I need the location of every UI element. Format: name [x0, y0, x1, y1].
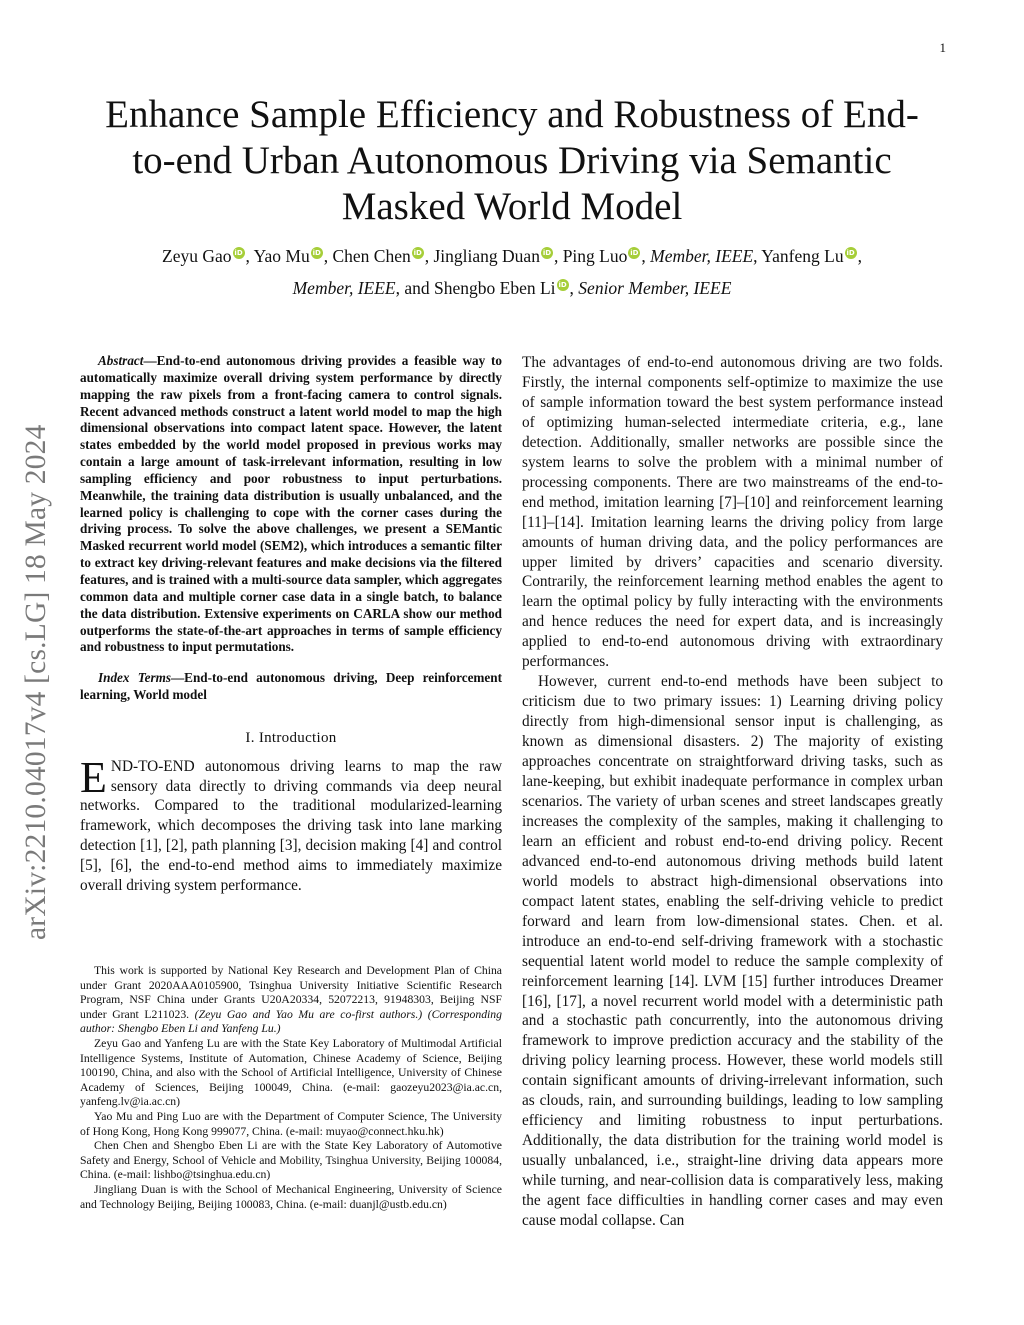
- author-name: Zeyu Gao: [162, 246, 232, 266]
- index-terms: [80, 670, 502, 704]
- orcid-icon[interactable]: iD: [630, 249, 639, 258]
- author-name: , Ping Luo: [553, 246, 628, 266]
- page-number: 1: [939, 40, 946, 55]
- author-name: , Yanfeng Lu: [753, 246, 844, 266]
- orcid-icon[interactable]: iD: [846, 249, 855, 258]
- author-name: , and Shengbo Eben Li: [395, 278, 556, 298]
- abstract-text: —End-to-end autonomous driving provides a feasible way to automatically maximize overall driving system performance by directly mapping the raw pixels from a front-facing camera to control signals. Recent advanced methods construct a latent world model to map the high dimensional observations into compact latent space. However, the latent states embedded by the world model proposed in previous works may contain a large amount of task-irrelevant information, resulting in low sampling efficiency and poor robustness to input perturbations. Meanwhile, the training data distribution is usually unbalanced, and the learned policy is challenging to cope with the corner cases during the driving process. To solve the above challenges, we present a SEMantic Masked recurrent world model (SEM2), which introduces a semantic filter to extract key driving-relevant features and make decisions via the filtered features, and is trained with a multi-source data sampler, which aggregates common data and multiple corner case data in a single batch, to balance the data distribution. Extensive experiments on CARLA show our method outperforms the state-of-the-art approaches in terms of sample efficiency and robustness to input permutations.: [80, 353, 502, 655]
- footnote-affiliation-2: Yao Mu and Ping Luo are with the Department of Computer Science, The University of Hong Kong, Hong Kong 999077, China. (e-mail: muyao@connect.hku.hk): [80, 1109, 502, 1138]
- abstract: [80, 353, 502, 656]
- right-column: [522, 353, 943, 1231]
- arxiv-identifier[interactable]: arXiv:2210.04017v4 [cs.LG] 18 May 2024: [20, 424, 52, 940]
- orcid-icon[interactable]: iD: [234, 249, 243, 258]
- footnote-funding-note: (Zeyu Gao and Yao Mu are co-first authors.) (Corresponding author: Shengbo Eben Li and Yanfeng Lu.): [80, 1007, 502, 1036]
- paper-title: Enhance Sample Efficiency and Robustness of End-to-end Urban Autonomous Driving via Semantic Masked World Model: [105, 93, 919, 228]
- abstract-label: Abstract: [98, 353, 144, 368]
- author-role: Member, IEEE: [292, 278, 396, 298]
- drop-cap: E: [80, 752, 107, 802]
- author-role: Member, IEEE: [650, 246, 754, 266]
- section-heading: I. Introduction: [245, 729, 337, 746]
- intro-first-words: ND-TO-END: [110, 757, 195, 775]
- footnote-funding-text: This work is supported by National Key Research and Development Plan of China under Grant 2020AAA0105900, Tsinghua University Initiative Scientific Research Program, NSF China under Grants U20A20334, 52072213, 91948303, Beijing NSF under Grant L211023.: [80, 964, 502, 1021]
- author-list: Zeyu Gao iD , Yao Mu iD , Chen Chen iD , Jingliang Duan iD , Ping Luo iD , Member, IEEE, Yanfeng Lu iD , Member, IEEE, and Shengbo Eben Li iD , Senior Member, IEEE: [162, 246, 862, 298]
- author-name: , Chen Chen: [323, 246, 411, 266]
- index-terms-text: —End-to-end autonomous driving, Deep reinforcement learning, World model: [80, 670, 502, 703]
- footnote-funding: [80, 964, 502, 1037]
- author-role: Senior Member, IEEE: [578, 278, 732, 298]
- intro-text: autonomous driving learns to map the raw sensory data directly to driving commands via deep neural networks. Compared to the traditional modularized-learning framework, which decomposes the driving task into lane marking detection [1], [2], path planning [3], decision making [4] and control [5], [6], the end-to-end method aims to immediately maximize overall driving system performance.: [80, 757, 502, 894]
- footnote-affiliation-3: Chen Chen and Shengbo Eben Li are with the State Key Laboratory of Automotive Safety and Energy, School of Vehicle and Mobility, Tsinghua University, Beijing 100084, China. (e-mail: lishbo@tsinghua.edu.cn): [80, 1139, 502, 1182]
- footnotes: [80, 964, 502, 1212]
- orcid-icon[interactable]: iD: [558, 281, 567, 290]
- left-column: [80, 353, 502, 895]
- author-name: , Jingliang Duan: [424, 246, 540, 266]
- author-name: , Yao Mu: [245, 246, 310, 266]
- body-paragraph: However, current end-to-end methods have been subject to criticism due to two primary issues: 1) Learning driving policy directly from high-dimensional sensor input is challenging, as known as dimensional disasters. 2) The majority of existing approaches concentrate on straightforward driving tasks, such as lane-keeping, but exhibit inadequate performance in complex urban scenarios. The variety of urban scenes and street landscapes greatly increases the complexity of the samples, making it challenging to learn an efficient and robust end-to-end driving policy. Recent advanced end-to-end autonomous driving methods build latent world models to abstract high-dimensional observations into compact latent states, enabling the self-driving vehicle to predict forward and learn from low-dimensional states. Chen. et al. introduce an end-to-end self-driving framework with a stochastic sequential latent world model to reduce the sample complexity of reinforcement learning [14]. LVM [15] further introduces Dreamer [16], [17], a novel recurrent world model with a deterministic path and a stochastic path concurrently, into the autonomous driving framework to improve prediction accuracy and the stability of the driving policy learning process. However, these world models still contain significant amounts of driving-irrelevant information, such as clouds, rain, and surrounding buildings, leading to low sampling efficiency and limiting robustness to input perturbations. Additionally, the data distribution for the training world model is usually unbalanced, i.e., straight-line driving data appears more while turning, and near-collision data is comparatively less, making the agent face difficulties in handling corner cases and may even cause modal collapse. Can: [522, 673, 943, 1229]
- body-paragraph: The advantages of end-to-end autonomous driving are two folds. Firstly, the internal components self-optimize to maximize the use of sample information toward the best system performance instead of optimizing human-selected intermediate criteria, e.g., lane detection. Additionally, smaller networks are possible since the system learns to solve the problem with a minimal number of processing components. There are two mainstreams of the end-to-end method, imitation learning [7]–[10] and reinforcement learning [11]–[14]. Imitation learning learns the driving policy from large amounts of human driving data, and the policy performances are upper limited by drivers’ capacities and scenario diversity. Contrarily, the reinforcement learning method enables the agent to learn the optimal policy by fully interacting with the environments and hence reduces the need for expert data, and is increasingly applied to end-to-end autonomous driving with extraordinary performances.: [522, 354, 943, 671]
- orcid-icon[interactable]: iD: [542, 249, 552, 258]
- index-terms-label: Index Terms: [98, 670, 171, 686]
- footnote-affiliation-4: Jingliang Duan is with the School of Mechanical Engineering, University of Science and Technology Beijing, Beijing 100083, China. (e-mail: duanjl@ustb.edu.cn): [80, 1182, 502, 1211]
- footnote-affiliation-1: Zeyu Gao and Yanfeng Lu are with the State Key Laboratory of Multimodal Artificial Intelligence Systems, Institute of Automation, Chinese Academy of Science, Beijing 100190, China, and also with the School of Artificial Intelligence, University of Chinese Academy of Sciences, Beijing 100049, China. (e-mail: gaozeyu2023@ia.ac.cn, yanfeng.lv@ia.ac.cn): [80, 1036, 502, 1109]
- orcid-icon[interactable]: iD: [312, 249, 321, 258]
- orcid-icon[interactable]: iD: [413, 249, 422, 258]
- intro-paragraph: [80, 752, 502, 896]
